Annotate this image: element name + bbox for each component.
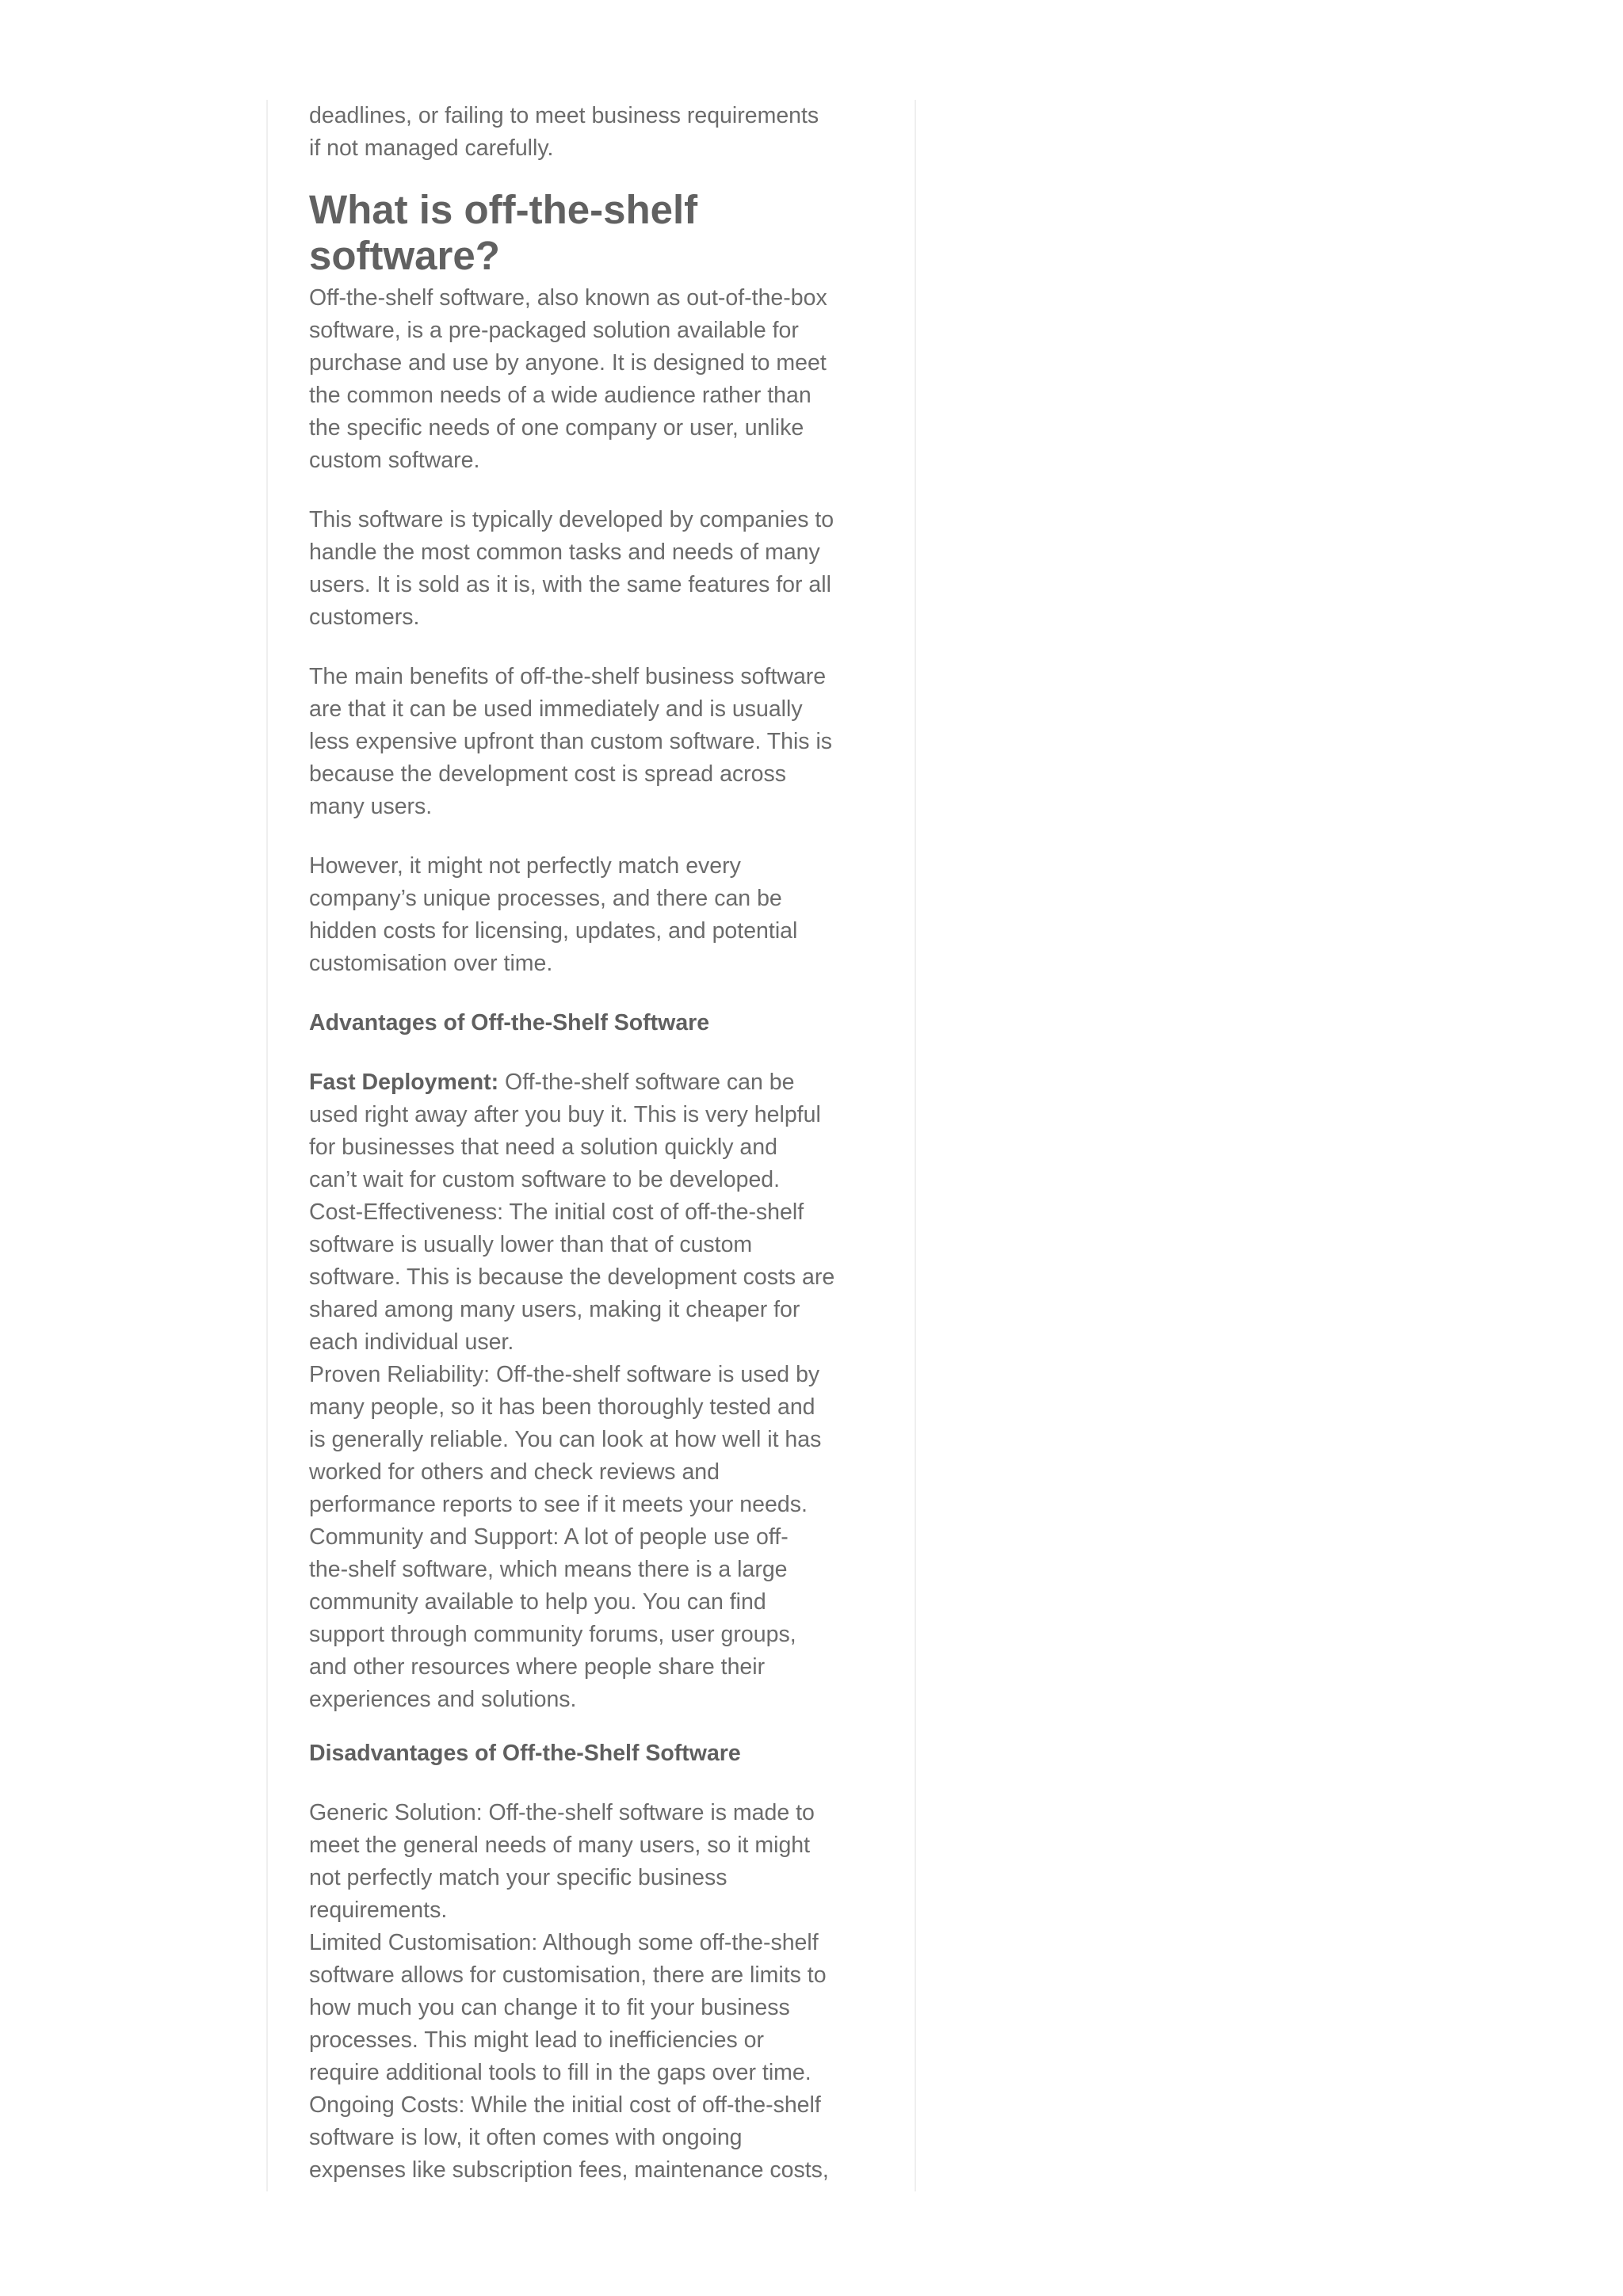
text-line: and other resources where people share their <box>309 1654 766 1680</box>
text-line: Community and Support: A lot of people use off- <box>309 1524 789 1550</box>
text-line: performance reports to see if it meets your needs. <box>309 1492 808 1517</box>
text-line: custom software. <box>309 448 480 473</box>
text-line: Off-the-shelf software, also known as out-of-the-box <box>309 285 827 311</box>
text-line: processes. This might lead to inefficiencies or <box>309 2027 764 2053</box>
text-line <box>309 1066 876 1099</box>
text-line: community available to help you. You can find <box>309 1589 766 1615</box>
text-line: users. It is sold as it is, with the same features for all <box>309 572 831 597</box>
text-line: many people, so it has been thoroughly tested and <box>309 1394 815 1420</box>
text-line: expenses like subscription fees, maintenance costs, <box>309 2157 829 2183</box>
heading-line: What is off-the-shelf <box>309 187 698 232</box>
text-line: meet the general needs of many users, so it might <box>309 1833 811 1858</box>
text-line: customisation over time. <box>309 951 553 976</box>
text-line: software. This is because the development costs are <box>309 1264 835 1290</box>
text-line: because the development cost is spread across <box>309 761 787 787</box>
text-line: However, it might not perfectly match every <box>309 853 741 879</box>
text-line: deadlines, or failing to meet business requirements <box>309 103 819 128</box>
text-line: software, is a pre-packaged solution available for <box>309 318 799 343</box>
text-line: experiences and solutions. <box>309 1687 577 1712</box>
text-line: many users. <box>309 794 433 819</box>
heading-line: software? <box>309 233 500 278</box>
text-line: can’t wait for custom software to be developed. <box>309 1167 781 1192</box>
text-line: used right away after you buy it. This is very helpful <box>309 1102 821 1127</box>
text-line: support through community forums, user groups, <box>309 1622 796 1647</box>
text-line: This software is typically developed by companies to <box>309 507 834 532</box>
text-line: are that it can be used immediately and is usually <box>309 696 803 722</box>
text-fragment: Off-the-shelf software can be <box>498 1070 795 1095</box>
disadvantages-heading: Disadvantages of Off-the-Shelf Software <box>309 1741 741 1766</box>
text-line: the common needs of a wide audience rather than <box>309 383 812 408</box>
disadvantages-list <box>309 1797 876 2187</box>
text-line: hidden costs for licensing, updates, and potential <box>309 918 798 944</box>
text-line: company’s unique processes, and there can be <box>309 886 782 911</box>
article-body <box>309 100 876 2191</box>
text-line: requirements. <box>309 1897 448 1923</box>
text-line: handle the most common tasks and needs of many <box>309 540 820 565</box>
section-heading <box>309 187 876 279</box>
text-line: is generally reliable. You can look at how well it has <box>309 1427 822 1452</box>
text-line: for businesses that need a solution quickly and <box>309 1135 777 1160</box>
text-line: Limited Customisation: Although some off-the-shelf <box>309 1930 819 1955</box>
text-line: software allows for customisation, there are limits to <box>309 1962 827 1988</box>
advantages-heading: Advantages of Off-the-Shelf Software <box>309 1010 710 1035</box>
text-line: worked for others and check reviews and <box>309 1459 720 1485</box>
intro-paragraph <box>309 100 876 165</box>
text-line: the-shelf software, which means there is a large <box>309 1557 788 1582</box>
text-line: if not managed carefully. <box>309 135 554 161</box>
text-line: Generic Solution: Off-the-shelf software is made to <box>309 1800 815 1825</box>
text-line: The main benefits of off-the-shelf business software <box>309 664 827 689</box>
text-line: each individual user. <box>309 1329 514 1355</box>
text-line: the specific needs of one company or user, unlike <box>309 415 804 441</box>
paragraph-benefits <box>309 661 876 823</box>
paragraph-development <box>309 504 876 634</box>
text-line: Proven Reliability: Off-the-shelf software is used by <box>309 1362 820 1387</box>
text-line: software is usually lower than that of custom <box>309 1232 753 1257</box>
advantages-list <box>309 1066 876 1716</box>
text-line: shared among many users, making it cheaper for <box>309 1297 800 1322</box>
text-line: purchase and use by anyone. It is designed to meet <box>309 350 827 376</box>
fast-deployment-label: Fast Deployment: <box>309 1070 499 1095</box>
paragraph-drawbacks <box>309 850 876 980</box>
paragraph-definition <box>309 282 876 477</box>
text-line: Ongoing Costs: While the initial cost of off-the-shelf <box>309 2092 821 2118</box>
text-line: software is low, it often comes with ongoing <box>309 2125 743 2150</box>
text-line: not perfectly match your specific business <box>309 1865 727 1890</box>
article-column <box>266 100 916 2191</box>
text-line: less expensive upfront than custom software. This is <box>309 729 833 754</box>
text-line: Cost-Effectiveness: The initial cost of off-the-shelf <box>309 1199 804 1225</box>
text-line: require additional tools to fill in the gaps over time. <box>309 2060 812 2085</box>
text-line: how much you can change it to fit your business <box>309 1995 790 2020</box>
text-line: customers. <box>309 605 420 630</box>
